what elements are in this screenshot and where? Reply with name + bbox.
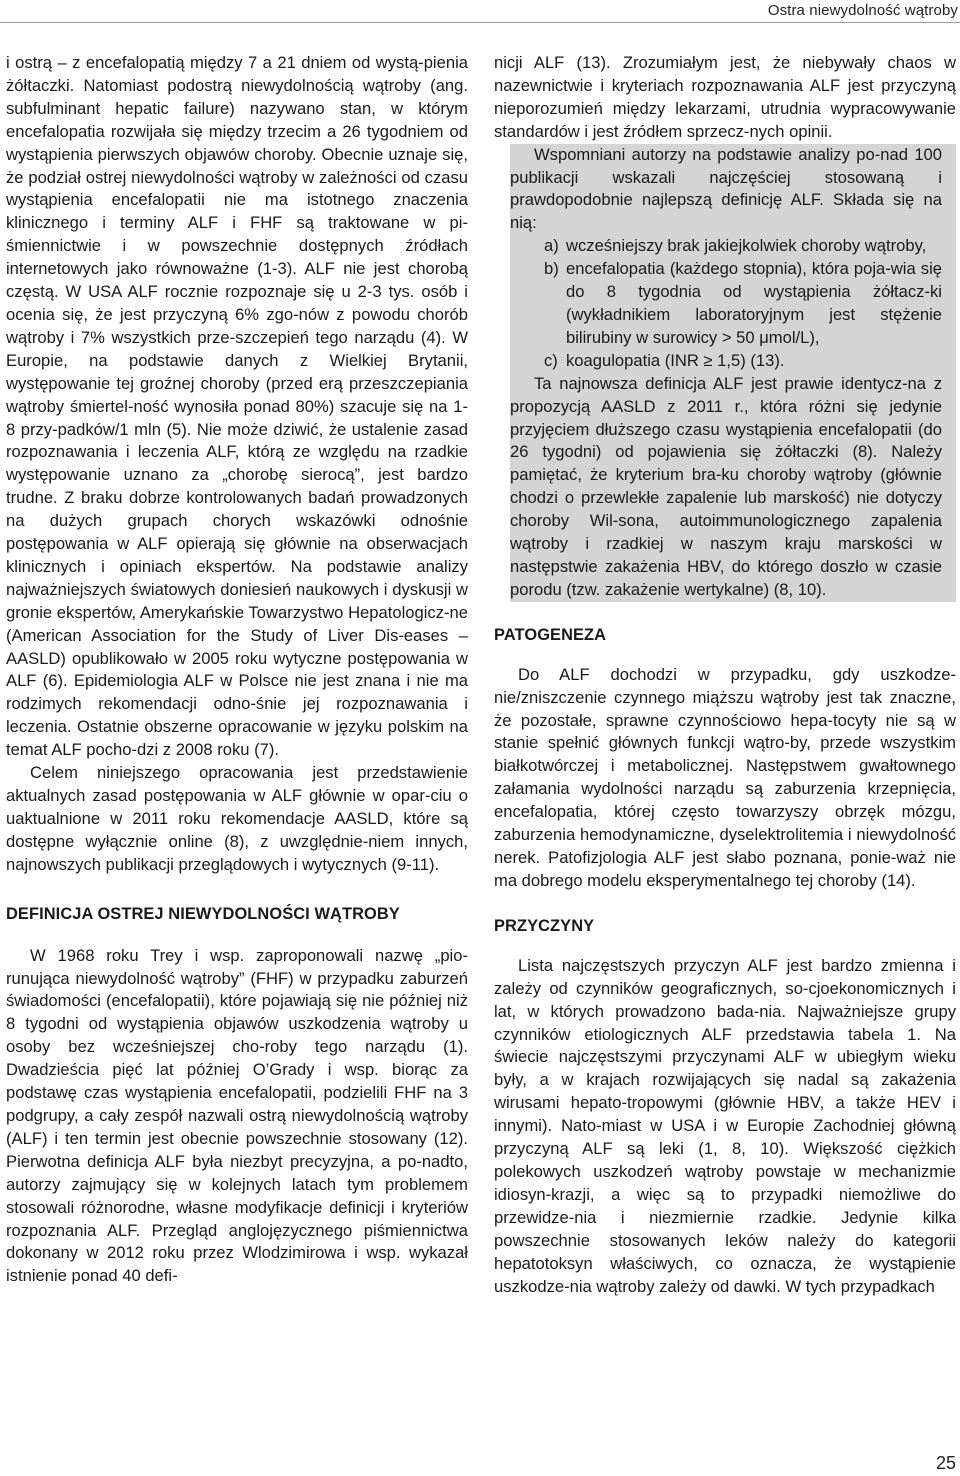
left-column — [6, 52, 468, 1288]
list-item-label: c) — [544, 350, 558, 370]
definition-box — [510, 144, 956, 602]
body-paragraph: Lista najczęstszych przyczyn ALF jest bardzo zmienna i zależy od czynników geograficznych, so-cjoekonomicznych i lat, w których prowadzono bada-nia. Najważniejsze grupy czynników etiologicznych ALF przedstawia tabela 1. Na świecie najczęstszymi przyczynami ALF w ubiegłym wieku były, a w krajach rozwijających się nadal są zakażenia wirusami hepato-tropowymi (głównie HBV, a także HEV i innymi). Nato-miast w USA i w Europie Zachodniej główną przyczyną ALF są leki (1, 8, 10). Większość ciężkich polekowych uszkodzeń wątroby powstaje w mechanizmie idiosyn-krazji, a więc są to przypadki niemożliwe do przewidze-nia i niezmiernie rzadkie. Jedynie kilka powszechnie stosowanych leków należy do kategorii hepatotoksyn właściwych, co oznacza, że wystąpienie uszkodze-nia wątroby zależy od dawki. W tych przypadkach — [494, 955, 956, 1296]
box-paragraph: Ta najnowsza definicja ALF jest prawie identycz-na z propozycją AASLD z 2011 r., która różni się jedynie przyjęciem dłuższego czasu wystąpienia encefalopatii (do 26 tygodni) od pojawienia się żółtaczki (8). Należy pamiętać, że kryterium bra-ku choroby wątroby (głównie chodzi o przewlekłe zapalenie lub marskość) nie dotyczy choroby Wil-sona, autoimmunologicznego zapalenia wątroby i rzadkiej w naszym kraju marskości w następstwie zakażenia HBV, do którego doszło w czasie porodu (tzw. zakażenie wertykalne) (8, 10). — [510, 373, 942, 599]
body-paragraph: Celem niniejszego opracowania jest przedstawienie aktualnych zasad postępowania w ALF głównie w opar-ciu o uaktualnione w 2011 roku rekomendacje AASLD, które są dostępne wyłącznie online (8), z uwzględnie-niem innych, najnowszych publikacji przeglądowych i wytycznych (9-11). — [6, 763, 468, 874]
section-heading-pathogenesis: PATOGENEZA — [494, 625, 607, 644]
running-title: Ostra niewydolność wątroby — [767, 2, 958, 19]
list-item — [510, 258, 942, 350]
body-paragraph: nicji ALF (13). Zrozumiałym jest, że niebywały chaos w nazewnictwie i kryteriach rozpoznawania ALF jest przyczyną nieporozumień między lekarzami, utrudnia wypracowywanie standardów i jest źródłem sprzecz-nych opinii. — [494, 53, 956, 141]
right-column — [494, 52, 956, 1298]
body-paragraph: W 1968 roku Trey i wsp. zaproponowali nazwę „pio-runująca niewydolność wątroby” (FHF) w przypadku zaburzeń świadomości (encefalopatii), które pojawiają się nie później niż 8 tygodni od wystąpienia objawów uszkodzenia wątroby u osoby bez wcześniejszej cho-roby tego narządu (1). Dwadzieścia pięć lat później O’Grady i wsp. biorąc za podstawę czas wystąpienia encefalopatii, podzielili FHF na 3 podgrupy, a cały zespół nazwali ostrą niewydolnością wątroby (ALF) i ten termin jest obecnie powszechnie stosowany (12). Pierwotna definicja ALF była niezbyt precyzyjna, a po-nadto, autorzy zajmujący się w kolejnych latach tym problemem stosowali różnorodne, własne modyfikacje definicji i kryteriów rozpoznania ALF. Przegląd anglojęzycznego piśmiennictwa dokonany w 2012 roku przez Wlodzimirowa i wsp. wykazał istnienie ponad 40 defi- — [6, 945, 468, 1286]
list-item-label: a) — [544, 236, 559, 256]
list-item-text: koagulopatia (INR ≥ 1,5) (13). — [566, 350, 785, 370]
list-item-text: encefalopatia (każdego stopnia), która poja-wia się do 8 tygodnia od wystąpienia żółtacz-ki (wykładnikiem laboratoryjnym jest stężenie bilirubiny w surowicy > 50 μmol/L), — [566, 259, 942, 347]
list-item — [510, 350, 942, 373]
running-header — [0, 0, 960, 23]
page-number: 25 — [935, 1453, 956, 1473]
list-item — [510, 235, 942, 258]
box-paragraph: Wspomniani autorzy na podstawie analizy po-nad 100 publikacji wskazali najczęściej stosowaną i prawdopodobnie najlepszą definicję ALF. Składa się na nią: — [510, 144, 942, 233]
section-heading-definition: DEFINICJA OSTREJ NIEWYDOLNOŚCI WĄTROBY — [6, 904, 400, 923]
body-paragraph: Do ALF dochodzi w przypadku, gdy uszkodze-nie/zniszczenie czynnego miąższu wątroby jest tak znaczne, że pozostałe, sprawne czynnościowo hepa-tocyty nie są w stanie spełnić głównych funkcji wątro-by, przede wszystkim białkotwórczej i metabolicznej. Następstwem gwałtownego załamania wydolności narządu są zaburzenia krzepnięcia, encefalopatia, której często towarzyszy obrzęk mózgu, zaburzenia hemodynamiczne, dyselektrolitemia i niewydolność nerek. Patofizjologia ALF jest słabo poznana, ponie-waż nie ma dobrego modelu eksperymentalnego tej choroby (14). — [494, 664, 956, 890]
list-item-text: wcześniejszy brak jakiejkolwiek choroby wątroby, — [566, 236, 927, 256]
section-heading-causes: PRZYCZYNY — [494, 916, 595, 935]
list-item-label: b) — [544, 259, 559, 279]
body-paragraph: i ostrą – z encefalopatią między 7 a 21 dniem od wystą-pienia żółtaczki. Natomiast podostrą niewydolnością wątroby (ang. subfulminant hepatic failure) nazywano stan, w którym encefalopatia rozwijała się między trzecim a 26 tygodniem od wystąpienia pierwszych objawów choroby. Obecnie uznaje się, że podział ostrej niewydolności wątroby w zależności od czasu wystąpienia encefalopatii nie ma istotnego znaczenia klinicznego i terminy ALF i FHF są traktowane w pi-śmiennictwie i w powszechnie dostępnych źródłach internetowych jako równoważne (1-3). ALF nie jest chorobą częstą. W USA ALF rocznie rozpoznaje się u 2-3 tys. osób i ocenia się, że jest przyczyną 6% zgo-nów z powodu chorób wątroby i 7% wszystkich prze-szczepień tego narządu (4). W Europie, na podstawie danych z Wielkiej Brytanii, występowanie tej groźnej choroby (przed erą przeszczepiania wątroby śmiertel-ność wynosiła ponad 80%) szacuje się na 1-8 przy-padków/1 mln (5). Nie może dziwić, że ustalenie zasad rozpoznawania i leczenia ALF, którą ze względu na rzadkie występowanie uznano za „chorobę sierocą”, jest bardzo trudne. Z braku dobrze kontrolowanych badań prowadzonych na dużych grupach chorych wskazówki odnośnie postępowania w ALF opierają się głównie na obserwacjach klinicznych i opiniach ekspertów. Na podstawie analizy najważniejszych światowych doniesień naukowych i dyskusji w gronie ekspertów, Amerykańskie Towarzystwo Hepatologicz-ne (American Association for the Study of Liver Dis-eases – AASLD) opublikowało w 2005 roku wytyczne postępowania w ALF (6). Epidemiologia ALF w Polsce nie jest znana i nie ma rodzimych rekomendacji odno-śnie jej rozpoznawania i leczenia. Ostatnie obszerne opracowanie w języku polskim na temat ALF pocho-dzi z 2008 roku (7). — [6, 53, 468, 760]
criteria-list — [510, 235, 942, 372]
